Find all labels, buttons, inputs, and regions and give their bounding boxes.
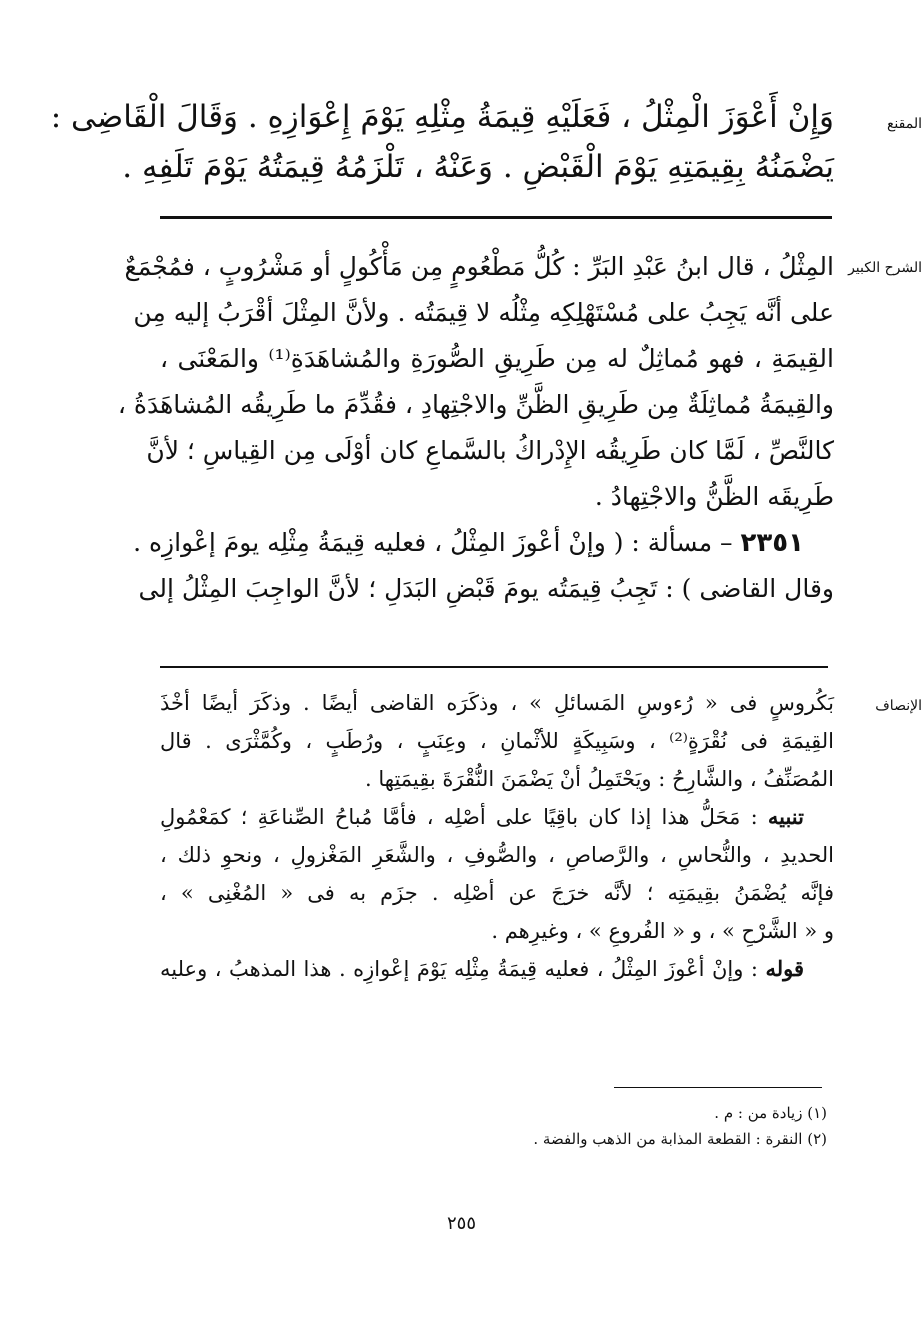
sharh-line: والقِيمَةُ مُماثِلَةٌ مِن طَرِيقِ الظَّنِّ والاجْتِهادِ ، فقُدِّمَ ما طَرِيقُه المُشاهَدَةُ ،	[117, 390, 834, 419]
issue-text: – مسألة : ( وإنْ أعْوزَ المِثْلُ ، فعليه قِيمَةُ مِثْلِه يومَ إعْوازِه .	[133, 528, 741, 557]
insaf-line: الحديدِ ، والنُّحاسِ ، والرَّصاصِ ، والصُّوفِ ، والشَّعَرِ المَغْزولِ ، ونحوِ ذلك ،	[160, 843, 834, 867]
sharh-section	[117, 244, 922, 654]
footnotes	[227, 1100, 827, 1152]
sharh-line: طَرِيقَه الظَّنُّ والاجْتِهادُ .	[594, 482, 834, 511]
tanbih-line	[160, 798, 834, 836]
muqni-text	[50, 92, 834, 192]
sharh-text	[117, 244, 834, 612]
insaf-line: المُصَنِّفُ ، والشَّارِحُ : ويَحْتَمِلُ أنْ يَضْمَنَ النُّقْرَةَ بقِيمَتِها .	[365, 767, 834, 791]
muqni-section	[50, 92, 922, 202]
qawluh-text: : وإنْ أعْوزَ المِثْلُ ، فعليه قِيمَةُ مِثْلِه يَوْمَ إعْوازِه . هذا المذهبُ ، وعليه	[160, 957, 766, 981]
sharh-line: المِثْلُ ، قال ابنُ عَبْدِ البَرِّ : كُلُّ مَطْعُومٍ مِن مَأْكُولٍ أو مَشْرُوبٍ ، فمُجْمَعٌ	[124, 252, 834, 281]
insaf-text	[160, 684, 834, 988]
issue-number: ٢٣٥١	[740, 528, 804, 558]
footnote-divider	[614, 1087, 822, 1088]
sharh-line: وقال القاضى ) : تَجِبُ قِيمَتُه يومَ قَبْضِ البَدَلِ ؛ لأنَّ الواجِبَ المِثْلُ إلى	[138, 574, 834, 603]
insaf-line: القِيمَةِ فى نُقْرَةٍ⁽²⁾ ، وسَبِيكَةٍ للأثْمانِ ، وعِنَبٍ ، ورُطَبٍ ، وكُمَّثْرَى . قال	[160, 729, 834, 753]
insaf-line: بَكُروسٍ فى « رُءوسِ المَسائلِ » ، وذكَرَه القاضى أيضًا . وذكَرَ أيضًا أخْذَ	[160, 691, 834, 715]
qawluh-title: قوله	[765, 956, 804, 981]
sharh-line: كالنَّصِّ ، لَمَّا كان طَرِيقُه الإِدْراكُ بالسَّماعِ كان أوْلَى مِن القِياسِ ؛ لأنَّ	[146, 436, 834, 465]
qawluh-line	[160, 950, 834, 988]
insaf-section	[160, 684, 922, 1064]
page-number: ٢٥٥	[446, 1213, 476, 1234]
insaf-label: الإنصاف	[875, 698, 922, 714]
insaf-line: و « الشَّرْحِ » ، و « الفُروعِ » ، وغيرِهم .	[491, 919, 834, 943]
muqni-line: يَضْمَنُهُ بِقِيمَتِهِ يَوْمَ الْقَبْضِ . وَعَنْهُ ، تَلْزَمُهُ قِيمَتُهُ يَوْمَ تَلَفِهِ .	[122, 149, 834, 185]
section-divider-thin	[160, 666, 828, 668]
sharh-line: على أنَّه يَجِبُ على مُسْتَهْلِكِه مِثْلُه لا قِيمَتُه . ولأنَّ المِثْلَ أقْرَبُ إليه مِن	[133, 298, 834, 327]
muqni-line: وَإِنْ أَعْوَزَ الْمِثْلُ ، فَعَلَيْهِ قِيمَةُ مِثْلِهِ يَوْمَ إِعْوَازِهِ . وَقَالَ الْقَاضِى :	[50, 99, 834, 135]
section-divider-thick	[160, 216, 832, 219]
muqni-label: المقنع	[886, 116, 922, 132]
sharh-line: القِيمَةِ ، فهو مُماثِلٌ له مِن طَرِيقِ الصُّورَةِ والمُشاهَدَةِ⁽¹⁾ والمَعْنَى ،	[160, 344, 834, 373]
sharh-label: الشرح الكبير	[848, 260, 922, 276]
tanbih-text: : مَحَلُّ هذا إذا كان باقِيًا على أصْلِه ، فأمَّا مُباحُ الصِّناعَةِ ؛ كمَعْمُولِ	[160, 805, 768, 829]
issue-line	[133, 520, 834, 566]
insaf-line: فإنَّه يُضْمَنُ بقِيمَتِه ؛ لأنَّه خرَجَ عن أصْلِه . جزَم به فى « المُغْنِى » ،	[160, 881, 834, 905]
footnote: (١) زيادة من : م .	[714, 1104, 827, 1122]
footnote: (٢) النقرة : القطعة المذابة من الذهب والفضة .	[533, 1130, 827, 1148]
tanbih-title: تنبيه	[767, 804, 804, 829]
